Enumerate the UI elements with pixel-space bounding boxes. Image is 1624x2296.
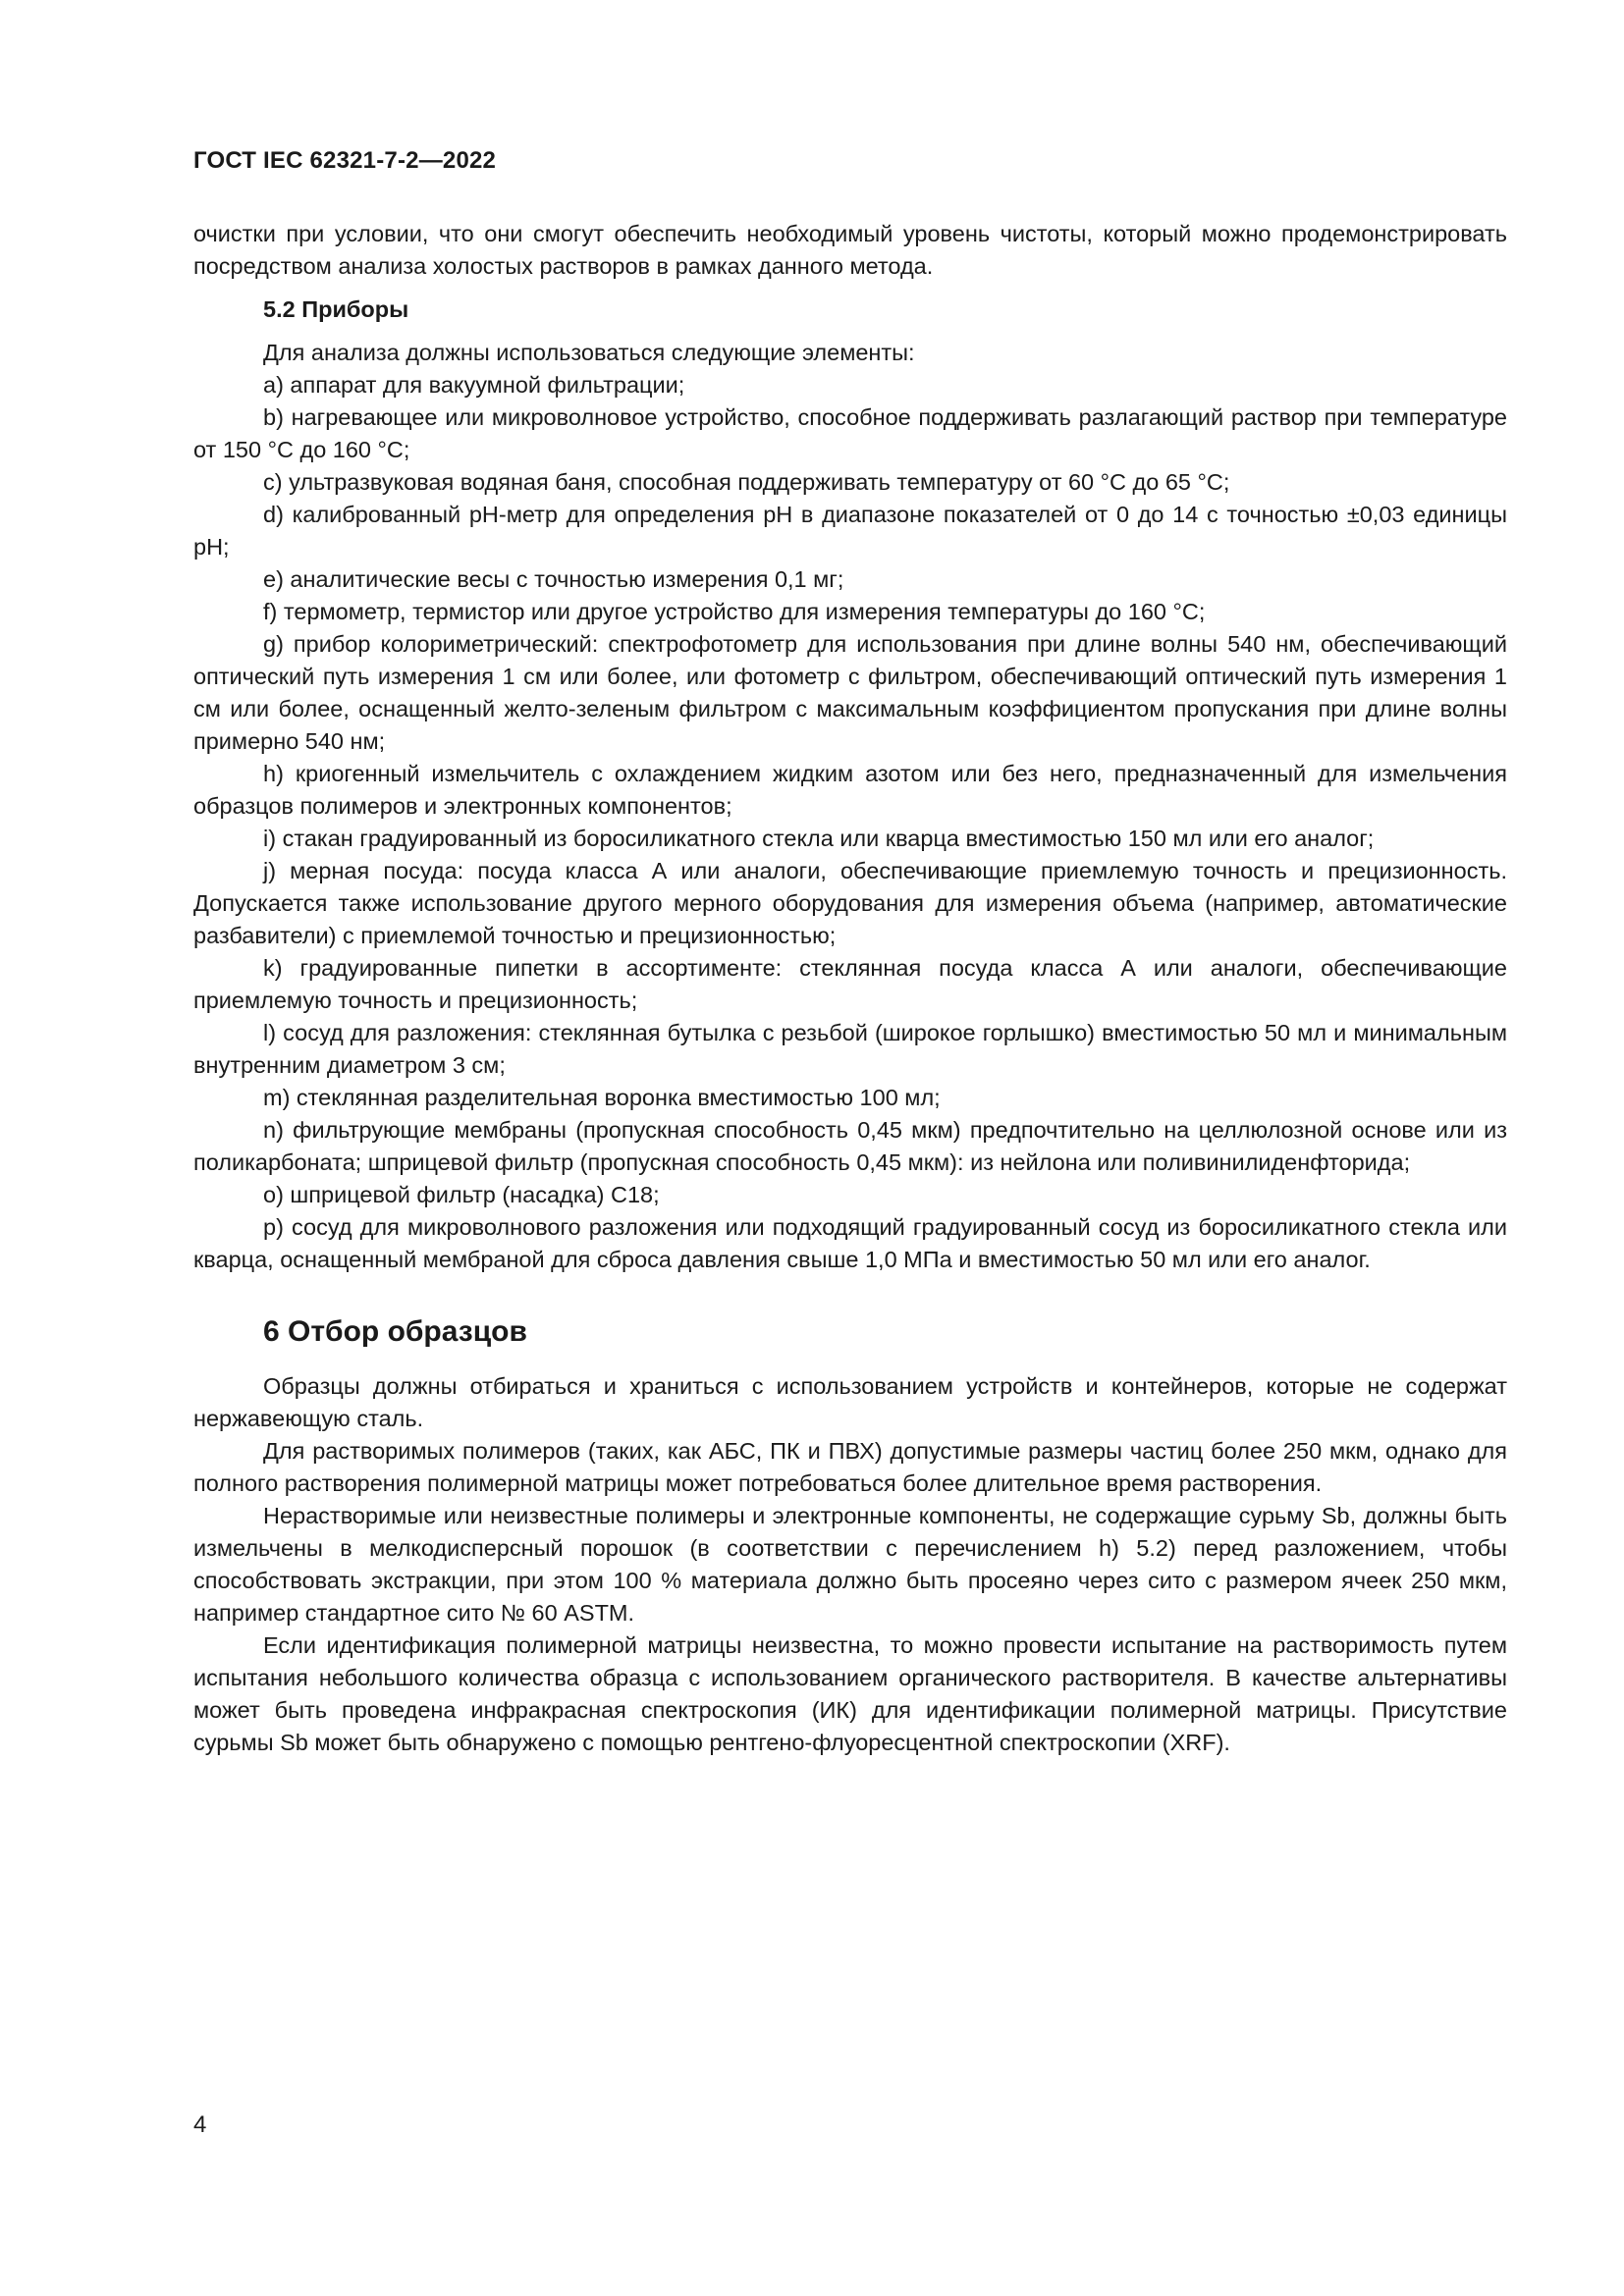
- section-6-heading: 6 Отбор образцов: [263, 1315, 527, 1348]
- page-number: 4: [193, 2111, 207, 2138]
- page-content: [193, 218, 1507, 1759]
- list-item-d: d) калиброванный рН-метр для определения рН в диапазоне показателей от 0 до 14 с точностью ±0,03 единицы рН;: [193, 502, 1507, 560]
- list-item-i: i) стакан градуированный из боросиликатного стекла или кварца вместимостью 150 мл или его аналог;: [263, 826, 1375, 851]
- list-item-e: e) аналитические весы с точностью измерения 0,1 мг;: [263, 566, 844, 592]
- continuation-paragraph: очистки при условии, что они смогут обеспечить необходимый уровень чистоты, который можно продемонстрировать посредством анализа холостых растворов в рамках данного метода.: [193, 221, 1507, 279]
- list-item-f: f) термометр, термистор или другое устройство для измерения температуры до 160 °С;: [263, 599, 1206, 624]
- list-item-h: h) криогенный измельчитель с охлаждением жидким азотом или без него, предназначенный для измельчения образцов полимеров и электронных компонентов;: [193, 761, 1507, 819]
- list-item-k: k) градуированные пипетки в ассортименте: стеклянная посуда класса А или аналоги, обеспечивающие приемлемую точность и прецизионность;: [193, 955, 1507, 1013]
- list-item-j: j) мерная посуда: посуда класса А или аналоги, обеспечивающие приемлемую точность и прецизионность. Допускается также использование другого мерного оборудования для измерения объема (например, автоматические разбавители) с приемлемой точностью и прецизионностью;: [193, 858, 1507, 948]
- section-6-paragraph-4: Если идентификация полимерной матрицы неизвестна, то можно провести испытание на растворимость путем испытания небольшого количества образца с использованием органического растворителя. В качестве альтернативы может быть проведена инфракрасная спектроскопия (ИК) для идентификации полимерной матрицы. Присутствие сурьмы Sb может быть обнаружено с помощью рентгено-флуоресцентной спектроскопии (XRF).: [193, 1632, 1507, 1755]
- list-item-p: p) сосуд для микроволнового разложения или подходящий градуированный сосуд из боросиликатного стекла или кварца, оснащенный мембраной для сброса давления свыше 1,0 МПа и вместимостью 50 мл или его аналог.: [193, 1214, 1507, 1272]
- section-5-2-intro: Для анализа должны использоваться следующие элементы:: [263, 340, 915, 365]
- list-item-o: o) шприцевой фильтр (насадка) С18;: [263, 1182, 660, 1207]
- list-item-g: g) прибор колориметрический: спектрофотометр для использования при длине волны 540 нм, обеспечивающий оптический путь измерения 1 см или более, или фотометр с фильтром, обеспечивающий оптический путь измерения 1 см или более, оснащенный желто-зеленым фильтром с максимальным коэффициентом пропускания при длине волны примерно 540 нм;: [193, 631, 1507, 754]
- section-5-2-heading: 5.2 Приборы: [263, 296, 409, 322]
- list-item-b: b) нагревающее или микроволновое устройство, способное поддерживать разлагающий раствор при температуре от 150 °С до 160 °С;: [193, 404, 1507, 462]
- section-6-paragraph-2: Для растворимых полимеров (таких, как АБС, ПК и ПВХ) допустимые размеры частиц более 250 мкм, однако для полного растворения полимерной матрицы может потребоваться более длительное время растворения.: [193, 1438, 1507, 1496]
- list-item-l: l) сосуд для разложения: стеклянная бутылка с резьбой (широкое горлышко) вместимостью 50 мл и минимальным внутренним диаметром 3 см;: [193, 1020, 1507, 1078]
- list-item-c: c) ультразвуковая водяная баня, способная поддерживать температуру от 60 °С до 65 °С;: [263, 469, 1230, 495]
- list-item-n: n) фильтрующие мембраны (пропускная способность 0,45 мкм) предпочтительно на целлюлозной основе или из поликарбоната; шприцевой фильтр (пропускная способность 0,45 мкм): из нейлона или поливинилиденфторида;: [193, 1117, 1507, 1175]
- list-item-a: a) аппарат для вакуумной фильтрации;: [263, 372, 685, 398]
- list-item-m: m) стеклянная разделительная воронка вместимостью 100 мл;: [263, 1085, 941, 1110]
- section-6-paragraph-3: Нерастворимые или неизвестные полимеры и электронные компоненты, не содержащие сурьму Sb, должны быть измельчены в мелкодисперсный порошок (в соответствии с перечислением h) 5.2) перед разложением, чтобы способствовать экстракции, при этом 100 % материала должно быть просеяно через сито с размером ячеек 250 мкм, например стандартное сито № 60 ASTM.: [193, 1503, 1507, 1626]
- document-header: ГОСТ IEC 62321-7-2—2022: [193, 147, 497, 174]
- section-6-paragraph-1: Образцы должны отбираться и храниться с использованием устройств и контейнеров, которые не содержат нержавеющую сталь.: [193, 1373, 1507, 1431]
